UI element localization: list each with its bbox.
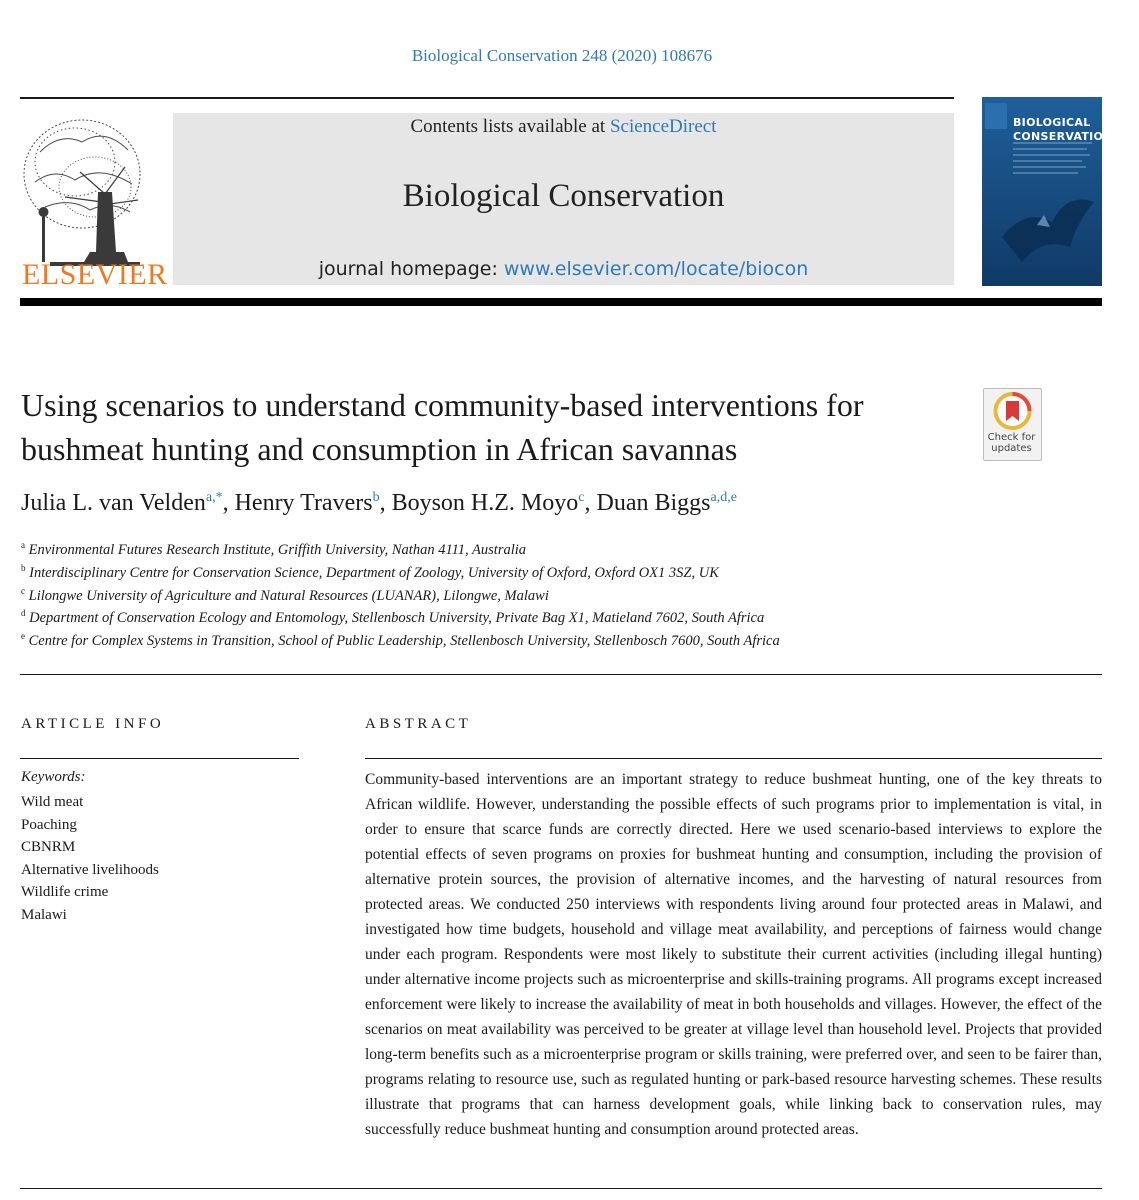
article-title: Using scenarios to understand community-based interventions for bushmeat hunting and consumption in African savannas xyxy=(21,387,864,467)
affiliation-c xyxy=(21,586,549,605)
cover-title-line1: BIOLOGICAL xyxy=(1013,116,1091,129)
affiliation-label: d xyxy=(21,608,26,618)
affiliation-text: Lilongwe University of Agriculture and Natural Resources (LUANAR), Lilongwe, Malawi xyxy=(28,587,549,604)
author-separator: , xyxy=(584,490,597,516)
homepage-prefix: journal homepage: xyxy=(318,258,504,280)
abstract-rule xyxy=(365,758,1102,759)
author-item[interactable] xyxy=(596,490,736,516)
journal-homepage-link[interactable]: www.elsevier.com/locate/biocon xyxy=(503,258,809,280)
affiliation-text: Environmental Futures Research Institute, Griffith University, Nathan 4111, Australia xyxy=(28,541,527,558)
check-updates-icon xyxy=(984,389,1041,431)
author-affiliation-marks[interactable]: a,d,e xyxy=(710,490,737,505)
affiliation-b xyxy=(21,563,719,582)
author-list xyxy=(21,490,737,517)
sciencedirect-link[interactable]: ScienceDirect xyxy=(609,116,717,137)
author-item[interactable] xyxy=(392,490,597,516)
affiliation-label: a xyxy=(21,540,25,550)
check-updates-label xyxy=(983,432,1040,454)
journal-citation: Biological Conservation 248 (2020) 108676 xyxy=(411,46,713,65)
keywords-label: Keywords: xyxy=(21,769,86,785)
affiliation-d xyxy=(21,608,764,627)
contents-line xyxy=(173,116,954,138)
check-updates-line2: updates xyxy=(991,443,1032,454)
affiliation-a xyxy=(21,540,526,559)
header-thick-rule xyxy=(20,298,1102,306)
section-divider xyxy=(20,674,1102,675)
author-item[interactable] xyxy=(21,490,235,516)
header-rule xyxy=(20,97,954,99)
affiliation-text: Department of Conservation Ecology and Entomology, Stellenbosch University, Private Bag X1, Matieland 7602, South Africa xyxy=(29,609,765,626)
author-separator: , xyxy=(222,490,235,516)
author-separator: , xyxy=(379,490,392,516)
article-info-heading: ARTICLE INFO xyxy=(21,716,165,732)
journal-name: Biological Conservation xyxy=(402,178,725,214)
affiliation-label: e xyxy=(21,631,25,641)
author-name: Duan Biggs xyxy=(596,490,711,516)
elsevier-wordmark: ELSEVIER xyxy=(22,258,168,291)
abstract-text: Community-based interventions are an important strategy to reduce bushmeat hunting, one of the key threats to African wildlife. However, understanding the possible effects of such programs prior to implementation is vital, in order to ensure that scarce funds are correctly directed. Here we used scenario-based interviews to explore the potential effects of seven programs on proxies for bushmeat hunting and consumption, including the provision of alternative protein sources, the provision of alternative incomes, and the harvesting of natural resources from protected areas. We conducted 250 interviews with respondents living around four protected areas in Malawi, and investigated how time budgets, household and village meat availability, and perceptions of fairness would change under each program. Respondents were most likely to substitute their current activities (including illegal hunting) under alternative income projects such as microenterprise and skills-training programs. All programs except increased enforcement were likely to increase the availability of meat in both households and villages. However, the effect of the scenarios on meat availability was perceived to be greater at village level than household level. Projects that provided long-term benefits such as a microenterprise program or skills training, were preferred over, and seen to be fairer than, programs relating to resource use, such as regulated hunting or park-based resource harvesting schemes. These results illustrate that programs that can harness development goals, while linking back to conservation rules, may successfully reduce bushmeat hunting and consumption around protected areas. xyxy=(365,771,1102,1138)
article-info-rule xyxy=(20,758,299,759)
keyword-item[interactable]: CBNRM xyxy=(21,839,76,856)
affiliation-text: Interdisciplinary Centre for Conservation Science, Department of Zoology, University of Oxford, Oxford OX1 3SZ, UK xyxy=(29,564,719,581)
author-affiliation-marks[interactable]: a,* xyxy=(205,490,223,505)
affiliation-e xyxy=(21,631,780,650)
footer-rule xyxy=(20,1188,1102,1189)
affiliation-label: c xyxy=(21,586,25,596)
keyword-item[interactable]: Wild meat xyxy=(21,794,84,810)
keyword-item[interactable]: Alternative livelihoods xyxy=(21,861,159,878)
author-affiliation-marks[interactable]: c xyxy=(578,490,585,505)
affiliation-label: b xyxy=(21,563,26,573)
keyword-list xyxy=(21,791,159,927)
cover-title xyxy=(1013,116,1113,144)
homepage-line xyxy=(173,258,954,280)
author-affiliation-marks[interactable]: b xyxy=(372,490,380,505)
cover-title-line2: CONSERVATION xyxy=(1013,129,1113,143)
abstract-heading: ABSTRACT xyxy=(365,716,472,732)
contents-prefix: Contents lists available at xyxy=(410,116,610,137)
author-name: Julia L. van Velden xyxy=(21,490,206,516)
keyword-item[interactable]: Wildlife crime xyxy=(21,884,109,901)
author-item[interactable] xyxy=(235,490,392,516)
affiliation-text: Centre for Complex Systems in Transition, School of Public Leadership, Stellenbosch University, Stellenbosch 7600, South Africa xyxy=(28,632,780,649)
author-name: Boyson H.Z. Moyo xyxy=(391,490,579,516)
keyword-item[interactable]: Malawi xyxy=(21,906,67,923)
author-name: Henry Travers xyxy=(234,490,373,516)
check-updates-line1: Check for xyxy=(987,432,1036,443)
keyword-item[interactable]: Poaching xyxy=(21,816,77,833)
